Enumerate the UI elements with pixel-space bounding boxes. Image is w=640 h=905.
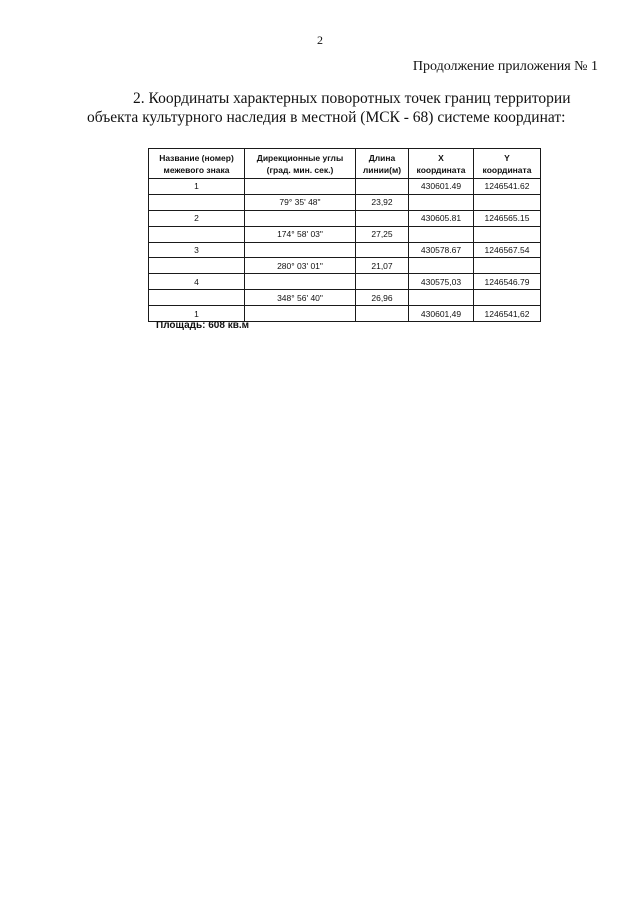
- page-number: 2: [317, 33, 323, 47]
- coordinates-table: [148, 148, 541, 322]
- table-row: [149, 290, 541, 306]
- cell-x-coordinate: 430578.67: [409, 242, 474, 258]
- header-x-coordinate-line-2: координата: [416, 164, 466, 175]
- table-row: [149, 194, 541, 210]
- cell-y-coordinate: 1246541.62: [474, 179, 541, 195]
- header-direction-angle-line-1: Дирекционные углы: [256, 152, 344, 163]
- cell-y-coordinate: [474, 194, 541, 210]
- cell-marker-name: [149, 194, 245, 210]
- cell-line-length: [356, 242, 409, 258]
- header-marker-name-line-1: Название (номер): [159, 152, 234, 163]
- table-body: [149, 179, 541, 322]
- cell-line-length: 26,96: [356, 290, 409, 306]
- cell-x-coordinate: [409, 290, 474, 306]
- cell-marker-name: [149, 226, 245, 242]
- cell-marker-name: [149, 290, 245, 306]
- header-line-length-line-1: Длина: [368, 152, 396, 163]
- table-row: [149, 242, 541, 258]
- cell-marker-name: 2: [149, 210, 245, 226]
- header-marker-name: [149, 149, 245, 179]
- cell-y-coordinate: 1246546.79: [474, 274, 541, 290]
- header-y-coordinate: [474, 149, 541, 179]
- cell-line-length: [356, 210, 409, 226]
- cell-direction-angle: [245, 242, 356, 258]
- table-row: [149, 274, 541, 290]
- header-marker-name-line-2: межевого знака: [163, 164, 230, 175]
- header-direction-angle: [245, 149, 356, 179]
- table-row: [149, 210, 541, 226]
- cell-y-coordinate: [474, 258, 541, 274]
- cell-line-length: [356, 274, 409, 290]
- header-y-coordinate-line-2: координата: [482, 164, 532, 175]
- cell-marker-name: [149, 258, 245, 274]
- cell-direction-angle: 280° 03' 01": [245, 258, 356, 274]
- cell-line-length: [356, 179, 409, 195]
- cell-x-coordinate: 430605.81: [409, 210, 474, 226]
- header-x-coordinate-line-1: X: [438, 152, 444, 163]
- header-direction-angle-line-2: (град. мин. сек.): [266, 164, 334, 175]
- cell-line-length: [356, 306, 409, 322]
- cell-x-coordinate: [409, 226, 474, 242]
- cell-direction-angle: 79° 35' 48": [245, 194, 356, 210]
- cell-line-length: 23,92: [356, 194, 409, 210]
- cell-direction-angle: [245, 179, 356, 195]
- table-row: [149, 179, 541, 195]
- table-row: [149, 258, 541, 274]
- cell-y-coordinate: 1246565.15: [474, 210, 541, 226]
- cell-line-length: 27,25: [356, 226, 409, 242]
- cell-marker-name: 1: [149, 179, 245, 195]
- cell-y-coordinate: [474, 226, 541, 242]
- table-header-row: [149, 149, 541, 179]
- cell-marker-name: 3: [149, 242, 245, 258]
- cell-x-coordinate: [409, 194, 474, 210]
- cell-x-coordinate: 430575,03: [409, 274, 474, 290]
- area-total: Площадь: 608 кв.м: [156, 320, 250, 331]
- header-line-length-line-2: линии(м): [362, 164, 402, 175]
- cell-direction-angle: [245, 306, 356, 322]
- cell-line-length: 21,07: [356, 258, 409, 274]
- header-line-length: [356, 149, 409, 179]
- cell-x-coordinate: 430601,49: [409, 306, 474, 322]
- cell-x-coordinate: [409, 258, 474, 274]
- cell-marker-name: 1: [149, 306, 245, 322]
- cell-y-coordinate: 1246541,62: [474, 306, 541, 322]
- table-row: [149, 226, 541, 242]
- cell-y-coordinate: 1246567.54: [474, 242, 541, 258]
- cell-direction-angle: [245, 210, 356, 226]
- cell-direction-angle: 174° 58' 03": [245, 226, 356, 242]
- cell-marker-name: 4: [149, 274, 245, 290]
- cell-y-coordinate: [474, 290, 541, 306]
- section-heading: [75, 89, 575, 127]
- section-heading-line-1: 2. Координаты характерных поворотных точек границ территории: [133, 90, 571, 107]
- cell-direction-angle: 348° 56' 40": [245, 290, 356, 306]
- header-y-coordinate-line-1: Y: [504, 152, 510, 163]
- header-x-coordinate: [409, 149, 474, 179]
- appendix-continuation-label: Продолжение приложения № 1: [412, 59, 598, 74]
- section-heading-line-2: объекта культурного наследия в местной (МСК - 68) системе координат:: [87, 109, 566, 126]
- cell-x-coordinate: 430601.49: [409, 179, 474, 195]
- table-header: [149, 149, 541, 179]
- cell-direction-angle: [245, 274, 356, 290]
